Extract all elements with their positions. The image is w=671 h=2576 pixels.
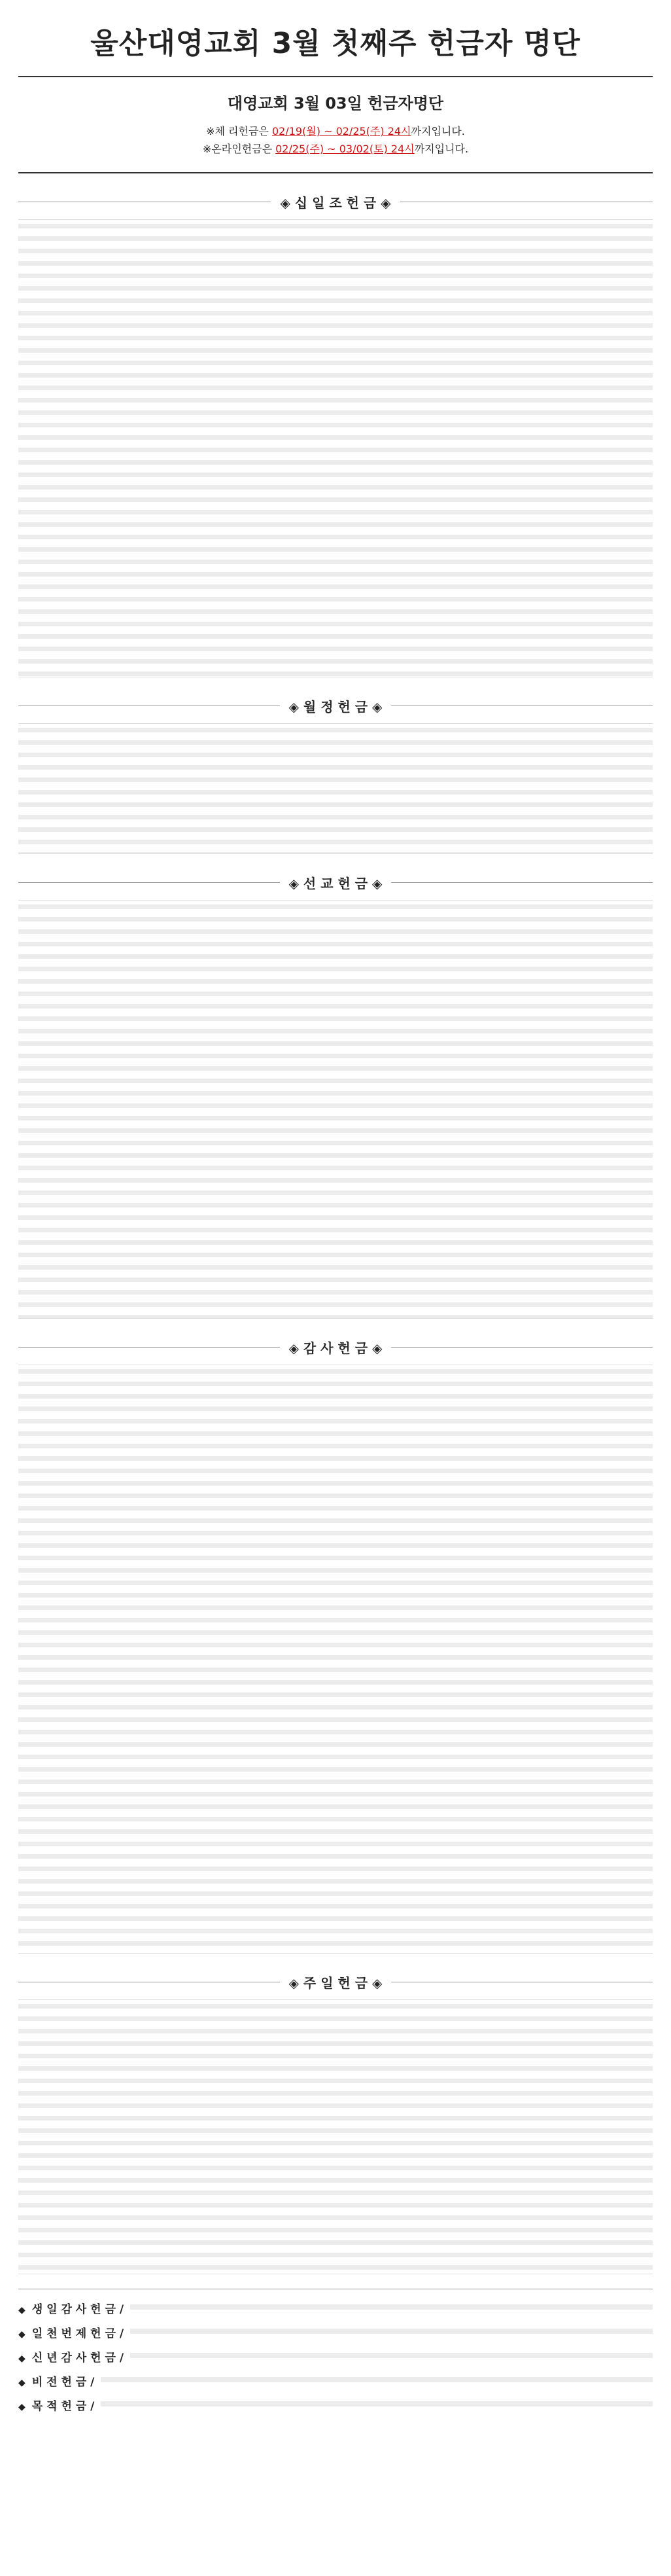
divider <box>18 882 280 883</box>
section-sunday <box>18 1971 653 2274</box>
category-label: 목 적 헌 금 / <box>31 2400 95 2414</box>
diamond-bullet-icon: ◆ <box>18 2329 26 2340</box>
section-thanksgiving <box>18 1336 653 1954</box>
section-mission-header <box>18 871 653 893</box>
offline-offering-note <box>18 122 653 140</box>
diamond-bullet-icon: ◆ <box>18 2353 26 2365</box>
online-offering-note <box>18 140 653 158</box>
online-note-prefix: ※온라인헌금은 <box>202 143 276 156</box>
diamond-bullet-icon: ◆ <box>18 2378 26 2389</box>
offline-note-suffix: 까지입니다. <box>411 125 465 137</box>
category-names <box>130 2350 653 2361</box>
category-row-birthday <box>18 2296 653 2320</box>
category-row-vision <box>18 2369 653 2393</box>
page-title: 울산대영교회 3월 첫째주 헌금자 명단 <box>90 27 581 60</box>
diamond-bullet-icon: ◆ <box>18 2305 26 2316</box>
divider <box>391 882 653 883</box>
divider <box>391 1347 653 1348</box>
category-label: 일 천 번 제 헌 금 / <box>31 2327 124 2341</box>
section-thanksgiving-title: ◈ 감 사 헌 금 ◈ <box>288 1340 383 1356</box>
other-offerings-list <box>18 2289 653 2417</box>
section-mission <box>18 871 653 1319</box>
offline-note-prefix: ※체 리헌금은 <box>206 125 272 137</box>
monthly-name-list <box>18 723 653 854</box>
section-thanksgiving-header <box>18 1336 653 1358</box>
category-label: 생 일 감 사 헌 금 / <box>31 2303 124 2317</box>
divider <box>18 1347 280 1348</box>
sunday-name-list <box>18 1999 653 2274</box>
category-names <box>101 2398 653 2410</box>
category-names <box>130 2301 653 2313</box>
category-label: 비 전 헌 금 / <box>31 2376 95 2389</box>
category-row-newyear <box>18 2344 653 2369</box>
header-info-box <box>18 76 653 173</box>
section-tithe-header <box>18 190 653 213</box>
offline-note-range: 02/19(월) ~ 02/25(주) 24시 <box>271 125 411 137</box>
page-subtitle: 대영교회 3월 03일 헌금자명단 <box>227 94 444 113</box>
section-sunday-header <box>18 1971 653 1993</box>
section-mission-title: ◈ 선 교 헌 금 ◈ <box>288 875 383 891</box>
category-label: 신 년 감 사 헌 금 / <box>31 2352 124 2365</box>
section-monthly-title: ◈ 월 정 헌 금 ◈ <box>288 698 383 715</box>
section-sunday-title: ◈ 주 일 헌 금 ◈ <box>288 1975 383 1991</box>
online-note-range: 02/25(주) ~ 03/02(토) 24시 <box>275 143 415 156</box>
section-tithe-title: ◈ 십 일 조 헌 금 ◈ <box>280 194 391 211</box>
online-note-suffix: 까지입니다. <box>414 143 469 156</box>
tithe-name-list <box>18 219 653 677</box>
section-monthly-header <box>18 694 653 717</box>
thanksgiving-name-list <box>18 1365 653 1954</box>
category-row-purpose <box>18 2393 653 2417</box>
category-names <box>130 2325 653 2337</box>
category-names <box>101 2374 653 2386</box>
category-row-thousand <box>18 2320 653 2344</box>
section-tithe <box>18 190 653 677</box>
section-monthly <box>18 694 653 854</box>
mission-name-list <box>18 900 653 1319</box>
diamond-bullet-icon: ◆ <box>18 2402 26 2413</box>
